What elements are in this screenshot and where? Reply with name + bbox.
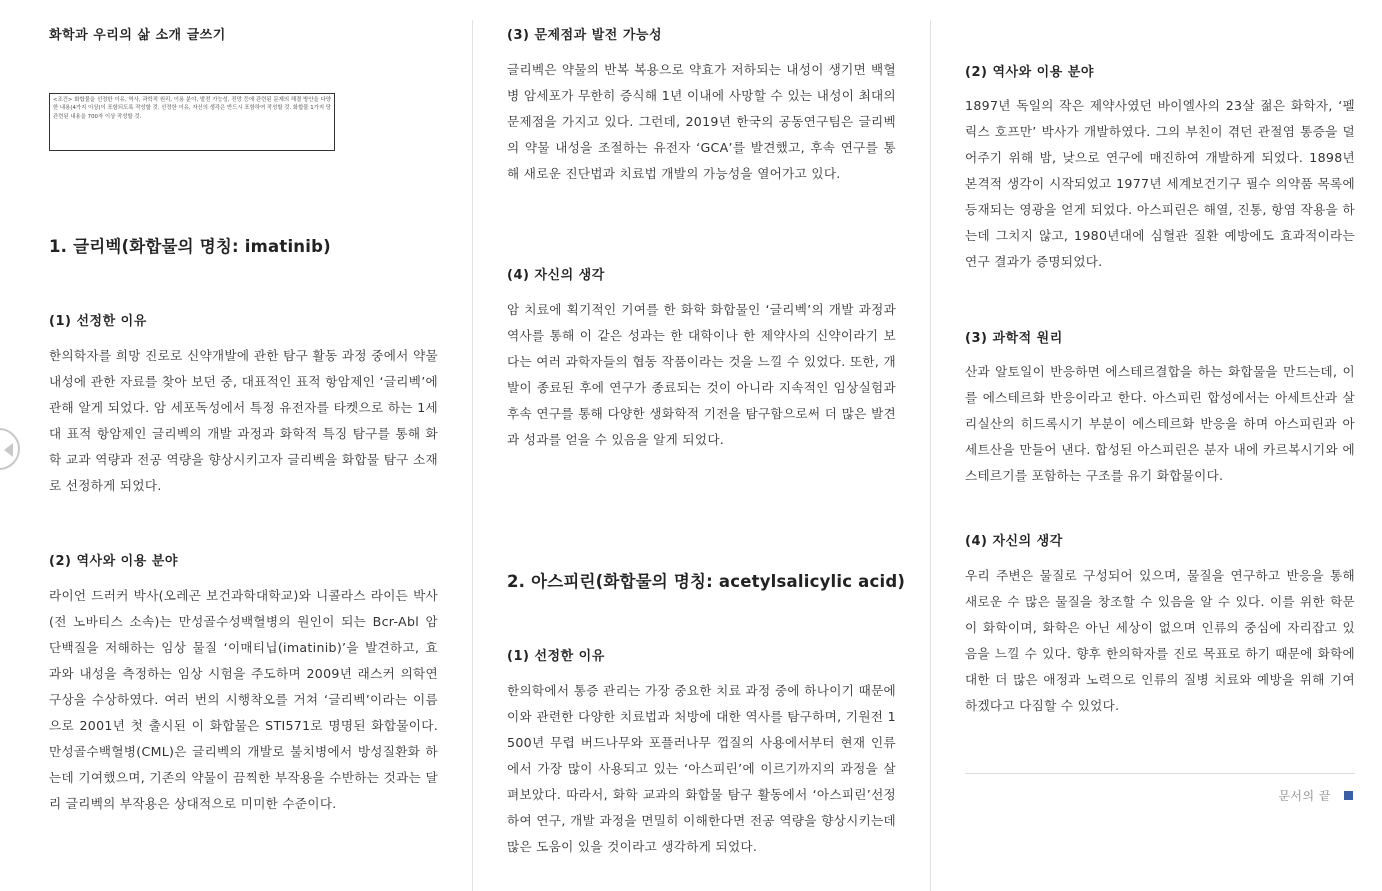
s2-reason-title: (1) 선정한 이유: [507, 649, 605, 664]
previous-page-button[interactable]: [0, 428, 20, 470]
s2-history-title: (2) 역사와 이용 분야: [965, 65, 1094, 80]
s2-principle-title: (3) 과학적 원리: [965, 331, 1063, 346]
column-divider: [930, 20, 931, 891]
s2-opinion-title: (4) 자신의 생각: [965, 534, 1063, 549]
end-square-icon: [1344, 791, 1353, 800]
s1-reason-title: (1) 선정한 이유: [49, 314, 147, 329]
end-divider: [965, 773, 1355, 774]
chevron-left-icon: [4, 443, 13, 457]
s1-reason-text: 한의학자를 희망 진로로 신약개발에 관한 탐구 활동 과정 중에서 약물 내성에 관한 자료를 찾아 보던 중, 대표적인 표적 항암제인 ‘글리벡’에 관해 알게 되었다. 암 세포독성에서 특정 유전자를 타켓으로 하는 1세대 표적 항암제인 글리벡의 개발 과정과 화학적 특징 탐구를 통해 화학 교과 역량과 전공 역량을 향상시키고자 글리벡을 화합물 탐구 소재로 선정하게 되었다.: [49, 348, 438, 493]
s1-opinion-text: 암 치료에 획기적인 기여를 한 화학 화합물인 ‘글리벡’의 개발 과정과 역사를 통해 이 같은 성과는 한 대학이나 한 제약사의 신약이라기 보다는 여러 과학자들의 협동 작품이라는 것을 느낄 수 있었다. 또한, 개발이 종료된 후에 연구가 종료되는 것이 아니라 지속적인 임상실험과 후속 연구를 통해 다양한 생화학적 기전을 탐구함으로써 더 많은 발견과 성과를 얻을 수 있음을 알게 되었다.: [507, 302, 896, 447]
s1-opinion-title: (4) 자신의 생각: [507, 268, 605, 283]
section-1-heading: 1. 글리벡(화합물의 명칭: imatinib): [49, 237, 331, 256]
s1-history-title: (2) 역사와 이용 분야: [49, 554, 178, 569]
section-2-heading: 2. 아스피린(화합물의 명칭: acetylsalicylic acid): [507, 572, 906, 591]
s2-principle-text: 산과 알토일이 반응하면 에스테르결합을 하는 화합물을 만드는데, 이를 에스테르화 반응이라고 한다. 아스피린 합성에서는 아세트산과 살리실산의 히드록시기 부분이 에스테르화 반응을 하며 아스피린과 아세트산을 만들어 낸다. 합성된 아스피린은 분자 내에 카르복시기와 에스테르기를 포함하는 구조를 유기 화합물이다.: [965, 364, 1355, 483]
column-divider: [472, 20, 473, 891]
document-title: 화학과 우리의 삶 소개 글쓰기: [49, 28, 226, 43]
s2-history-text: 1897년 독일의 작은 제약사였던 바이엘사의 23살 젊은 화학자, ‘펠릭스 호프만’ 박사가 개발하였다. 그의 부친이 겪던 관절염 통증을 덜어주기 위해 밤, 낮으로 연구에 매진하여 개발하게 되었다. 1898년 본격적 생각이 시작되었고 1977년 세계보건기구 필수 의약품 목록에 등재되는 영광을 얻게 되었다. 아스피린은 해열, 진통, 항염 작용을 하는데 그치지 않고, 1980년대에 심혈관 질환 예방에도 효과적이라는 연구 결과가 증명되었다.: [965, 98, 1355, 269]
s1-history-text: 라이언 드러커 박사(오레곤 보건과학대학교)와 니콜라스 라이든 박사(전 노바티스 소속)는 만성골수성백혈병의 원인이 되는 Bcr-Abl 암 단백질을 저해하는 임상 물질 ‘이매티닙(imatinib)’을 발견하고, 효과와 내성을 측정하는 임상 시험을 주도하며 2009년 래스커 의학연구상을 수상하였다. 여러 번의 시행착오를 거쳐 ‘글리벡’이라는 이름으로 2001년 첫 출시된 이 화합물은 STI571로 명명된 화합물이다. 만성골수백혈병(CML)은 글리벡의 개발로 불치병에서 방성질환화 하는데 기여했으며, 기존의 약물이 끔찍한 부작용을 수반하는 것과는 달리 글리벡의 부작용은 상대적으로 미미한 수준이다.: [49, 588, 438, 811]
s1-problem-text: 글리벡은 약물의 반복 복용으로 약효가 저하되는 내성이 생기면 백혈병 암세포가 무한히 증식해 1년 이내에 사망할 수 있는 내성이 최대의 문제점을 가지고 있다. 그런데, 2019년 한국의 공동연구팀은 글리벡의 약물 내성을 조절하는 유전자 ‘GCA’를 발견했고, 후속 연구를 통해 새로운 진단법과 치료법 개발의 가능성을 열어가고 있다.: [507, 62, 896, 181]
conditions-box: <조건> 화합물을 선정한 이유, 역사, 과학적 원리, 이용 분야, 발전 가능성, 전망 등에 관련된 문제의 해결 방안을 다양한 내용(4가지 이상)이 포함되도록 작성할 것. 선정한 이유, 자신의 생각은 반드시 포함하여 작성할 것. 화합물 1가지 당 관련된 내용을 700자 이상 작성할 것.: [49, 93, 335, 151]
s2-reason-text: 한의학에서 통증 관리는 가장 중요한 치료 과정 중에 하나이기 때문에 이와 관련한 다양한 치료법과 처방에 대한 역사를 탐구하며, 기원전 1500년 무렵 버드나무와 포플러나무 껍질의 사용에서부터 현재 인류에서 가장 많이 사용되고 있는 ‘아스피린’에 이르기까지의 과정을 살펴보았다. 따라서, 화학 교과의 화합물 탐구 활동에서 ‘아스피린’선정하여 연구, 개발 과정을 면밀히 이해한다면 전공 역량을 향상시키는데 많은 도움이 있을 것이라고 생각하게 되었다.: [507, 683, 896, 854]
s1-problem-title: (3) 문제점과 발전 가능성: [507, 28, 663, 43]
end-of-document-label: 문서의 끝: [1278, 789, 1331, 803]
s2-opinion-text: 우리 주변은 물질로 구성되어 있으며, 물질을 연구하고 반응을 통해 새로운 수 많은 물질을 창조할 수 있음을 알 수 있다. 이를 위한 학문이 화학이며, 화학은 아닌 세상이 없으며 인류의 중심에 자리잡고 있음을 느낄 수 있다. 향후 한의학자를 진로 목표로 하기 때문에 화학에 대한 더 많은 애정과 노력으로 인류의 질병 치료와 예방을 위해 기여하겠다고 다짐할 수 있었다.: [965, 568, 1355, 713]
